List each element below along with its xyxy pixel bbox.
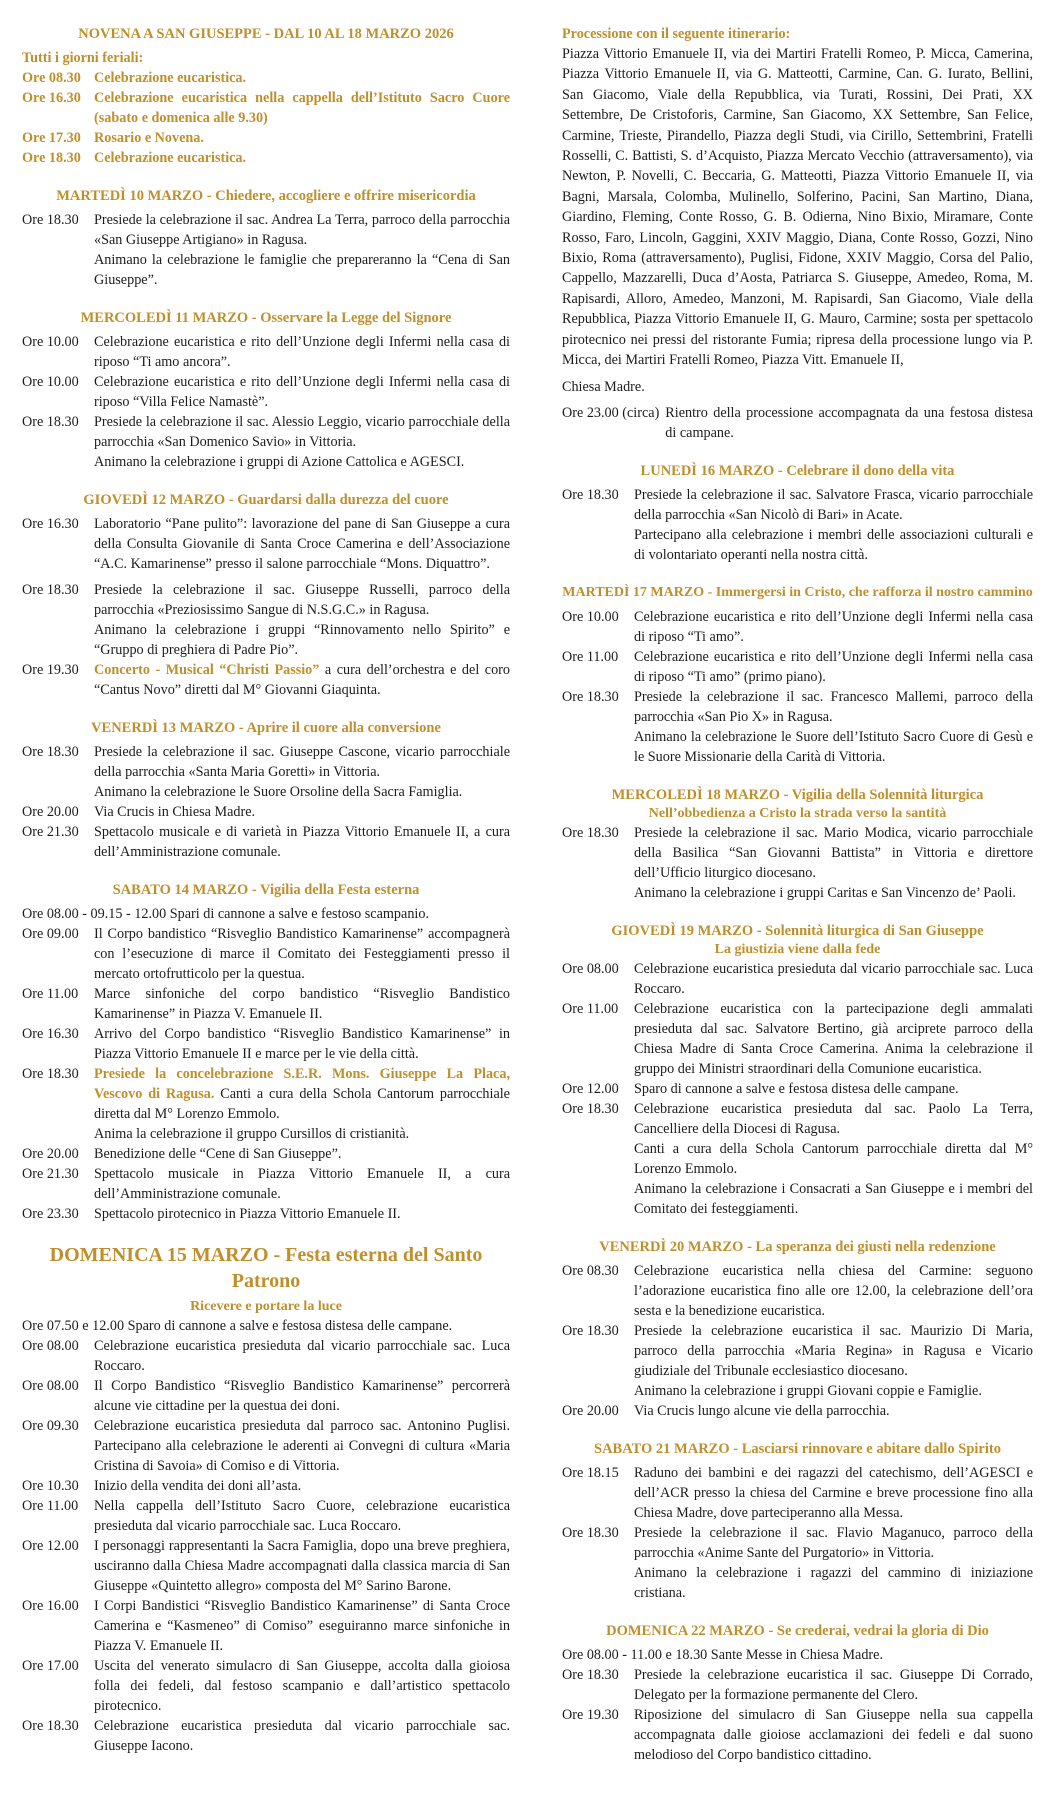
item-extra: Animano la celebrazione le Suore Orsoline della Sacra Famiglia. (94, 784, 463, 800)
schedule-item (562, 999, 1033, 1079)
item-time: Ore 18.30 (22, 150, 81, 166)
schedule-item (22, 1024, 510, 1064)
item-text: Celebrazione eucaristica e rito dell’Unzione degli Infermi nella casa di riposo “Ti amo ancora”. (94, 334, 510, 370)
item-time: Ore 21.30 (22, 824, 79, 840)
item-time: Ore 09.30 (22, 1418, 79, 1434)
item-text: Canti a cura della Schola Cantorum parrocchiale diretta dal M° Lorenzo Emmolo. (94, 1086, 510, 1122)
schedule-item (22, 1204, 510, 1224)
item-extra: Animano la celebrazione i Consacrati a San Giuseppe e i membri del Comitato dei festeggiamenti. (634, 1180, 1033, 1217)
item-text: Presiede la celebrazione il sac. Andrea La Terra, parroco della parrocchia «San Giuseppe Artigiano» in Ragusa. (94, 212, 510, 248)
item-time: Ore 10.00 (562, 608, 619, 625)
item-extra: Animano la celebrazione le Suore dell’Istituto Sacro Cuore di Gesù e le Suore Missionarie della Carità di Vittoria. (634, 728, 1033, 765)
item-time: Ore 18.30 (22, 1718, 79, 1734)
item-time: Ore 20.00 (22, 1146, 79, 1162)
item-time: Ore 18.30 (562, 1100, 619, 1117)
day-subtitle: Ricevere e portare la luce (190, 1299, 342, 1314)
day-title: VENERDÌ 13 MARZO - Aprire il cuore alla conversione (91, 720, 441, 736)
schedule-item (22, 580, 510, 660)
item-time: Ore 11.00 (562, 1000, 619, 1017)
item-extra: Anima la celebrazione il gruppo Cursillos di cristianità. (94, 1126, 410, 1142)
schedule-item (22, 1416, 510, 1476)
item-text: Spettacolo musicale e di varietà in Piazza Vittorio Emanuele II, a cura dell’Amministrazione comunale. (94, 824, 510, 860)
day-section-17 (562, 583, 1033, 767)
day-section-14 (22, 880, 510, 1224)
day-title: GIOVEDÌ 19 MARZO - Solennità liturgica di San Giuseppe (611, 922, 984, 939)
item-time: Ore 10.30 (22, 1478, 79, 1494)
procession-route: Piazza Vittorio Emanuele II, via dei Martiri Fratelli Romeo, P. Micca, Camerina, Piazza Vittorio Emanuele II, via G. Matteotti, Carmine, Can. G. Iurato, Bellini, San Giacomo, Viale della Repubblica, via Turati, Rossini, Dei Prati, XX Settembre, De Cristoforis, Carmine, San Giacomo, XX Settembre, San Felice, Carmine, Trieste, Pirandello, Piazza degli Studi, via Cirillo, Settembrini, Fratelli Rosselli, C. Battisti, S. d’Acquisto, Piazza Mercato Vecchio (attraversamento), via Newton, P. Novelli, C. Beccaria, G. Matteotti, Piazza Vittorio Emanuele II, via Bagni, Marsala, Colomba, Mulinello, Solferino, Pacini, San Martino, Diana, Giardino, Fleming, Conte Rosso, G. B. Odierna, Nino Bixio, Miramare, Conte Rosso, Faro, Lincoln, Gaggini, XXIV Maggio, Diana, Conte Rosso, Gozzi, Nino Bixio, Roma (attraversamento), Puglisi, Fidone, XXIV Maggio, Corsa del Palio, Cappello, Mazzarelli, Duca d’Aosta, Patriarca S. Giuseppe, Amedeo, Roma, M. Rapisardi, Alloro, Amedeo, Manzoni, M. Rapisardi, San Giacomo, Viale della Repubblica, Piazza Vittorio Emanuele II, G. Mauro, Carmine; sosta per spettacolo pirotecnico nei pressi del ristorante Fumia; ripresa della processione lungo via P. Micca, dei Martiri Fratelli Romeo, Piazza Vitt. Emanuele II, (562, 46, 1033, 369)
item-time: Ore 11.00 (562, 648, 619, 665)
item-time: Ore 08.00 (22, 1378, 79, 1394)
item-time: Ore 11.00 (22, 986, 79, 1002)
item-time: Ore 10.00 (22, 374, 79, 390)
item-time: Ore 08.00 (22, 1338, 79, 1354)
schedule-item (22, 1496, 510, 1536)
item-body (634, 823, 1033, 903)
schedule-line: Ore 07.50 e 12.00 Sparo di cannone a salve e festosa distesa delle campane. (22, 1318, 453, 1334)
day-section-12 (22, 490, 510, 700)
day-title: MARTEDÌ 10 MARZO - Chiedere, accogliere e offrire misericordia (56, 188, 476, 204)
schedule-item (562, 485, 1033, 565)
item-time: Ore 08.30 (22, 70, 81, 86)
day-title: GIOVEDÌ 12 MARZO - Guardarsi dalla durezza del cuore (83, 492, 449, 508)
item-body (94, 210, 510, 290)
schedule-item (22, 1376, 510, 1416)
item-time: Ore 20.00 (562, 1402, 619, 1419)
item-text: Presiede la celebrazione il sac. Flavio Maganuco, parroco della parrocchia «Anime Sante del Purgatorio» in Vittoria. (634, 1524, 1033, 1561)
schedule-item (22, 1164, 510, 1204)
item-text: Presiede la celebrazione il sac. Giuseppe Cascone, vicario parrocchiale della parrocchia «Santa Maria Goretti» in Vittoria. (94, 744, 510, 780)
schedule-item (562, 1261, 1033, 1321)
item-text: Sparo di cannone a salve e festosa distesa delle campane. (634, 1080, 959, 1097)
schedule-item (22, 1716, 510, 1756)
day-title: MARTEDÌ 17 MARZO - Immergersi in Cristo, che rafforza il nostro cammino (562, 584, 1033, 600)
item-body (634, 485, 1033, 565)
item-text: I personaggi rappresentanti la Sacra Famiglia, dopo una breve preghiera, usciranno dalla Chiesa Madre accompagnati dalla classica marcia di San Giuseppe «Quintetto allegro» composta del M° Sarino Barone. (94, 1538, 510, 1594)
item-time: Ore 19.30 (562, 1706, 619, 1723)
day-title: DOMENICA 15 MARZO - Festa esterna del Santo Patrono (49, 1244, 483, 1292)
item-text: Via Crucis in Chiesa Madre. (94, 804, 256, 820)
item-highlight: Concerto - Musical “Christi Passio” (94, 662, 320, 678)
schedule-item (22, 984, 510, 1024)
schedule-item (562, 1079, 1033, 1099)
schedule-item (562, 1463, 1033, 1523)
item-time: Ore 16.30 (22, 1026, 79, 1042)
item-text: Celebrazione eucaristica presieduta dal vicario parrocchiale sac. Luca Roccaro. (634, 960, 1033, 997)
item-text: Spettacolo musicale in Piazza Vittorio Emanuele II, a cura dell’Amministrazione comunale. (94, 1166, 510, 1202)
right-column (524, 0, 1047, 1765)
item-time: Ore 20.00 (22, 804, 79, 820)
item-text: Il Corpo bandistico “Risveglio Bandistico Kamarinense” accompagnerà con l’esecuzione di marce il Comitato dei Festeggiamenti presso il mercato ortofrutticolo per la questua. (94, 926, 510, 982)
item-text: Celebrazione eucaristica con la partecipazione degli ammalati presieduta dal sac. Salvatore Bertino, già arciprete parroco della Chiesa Madre di Santa Croce Camerina. Anima la celebrazione il gruppo dei Ministri straordinari della Comunione eucaristica. (634, 1000, 1033, 1077)
left-column (0, 0, 524, 1756)
day-title: VENERDÌ 20 MARZO - La speranza dei giusti nella redenzione (599, 1238, 996, 1255)
item-body (94, 660, 510, 700)
schedule-item (22, 1656, 510, 1716)
item-extra: Animano la celebrazione i gruppi “Rinnovamento nello Spirito” e “Gruppo di preghiera di Padre Pio”. (94, 622, 510, 658)
item-text: Raduno dei bambini e dei ragazzi del catechismo, dell’AGESCI e dell’ACR presso la chiesa del Carmine e breve processione fino alla Chiesa Madre, dove parteciperanno alla Messa. (634, 1464, 1033, 1521)
day-title: MERCOLEDÌ 11 MARZO - Osservare la Legge del Signore (80, 310, 452, 326)
item-time: Ore 10.00 (22, 334, 79, 350)
item-time: Ore 18.30 (22, 1066, 79, 1082)
item-time: Ore 18.30 (562, 1322, 619, 1339)
schedule-item (22, 148, 510, 168)
schedule-item (22, 742, 510, 802)
item-time: Ore 18.30 (22, 212, 79, 228)
item-text: Celebrazione eucaristica nella chiesa del Carmine: seguono l’adorazione eucaristica fino alle ore 12.00, la celebrazione dell’ora sesta e la benedizione eucaristica. (634, 1262, 1033, 1319)
schedule-item (22, 822, 510, 862)
day-section-22 (562, 1621, 1033, 1765)
item-extra: Animano la celebrazione i gruppi di Azione Cattolica e AGESCI. (94, 454, 465, 470)
schedule-item (22, 128, 510, 148)
item-text: I Corpi Bandistici “Risveglio Bandistico Kamarinense” di Santa Croce Camerina e “Kasmeneo” di Comiso” eseguiranno marce sinfoniche in Piazza V. Emanuele II. (94, 1598, 510, 1654)
schedule-item (22, 924, 510, 984)
item-text: Riposizione del simulacro di San Giuseppe nella sua cappella accompagnata dalle gioiose acclamazioni dei fedeli e dal suono melodioso del Corpo bandistico cittadino. (634, 1706, 1033, 1763)
item-time: Ore 12.00 (562, 1080, 619, 1097)
schedule-item (562, 1401, 1033, 1421)
schedule-item (562, 1321, 1033, 1401)
item-text: Uscita del venerato simulacro di San Giuseppe, accolta dalla gioiosa folla dei fedeli, dal festoso scampanio e dall’artistico spettacolo pirotecnico. (94, 1658, 510, 1714)
item-text: Celebrazione eucaristica e rito dell’Unzione degli Infermi nella casa di riposo “Ti amo” (primo piano). (634, 648, 1033, 685)
day-title: DOMENICA 22 MARZO - Se crederai, vedrai la gloria di Dio (606, 1622, 989, 1639)
day-section-20 (562, 1237, 1033, 1421)
schedule-item (562, 1705, 1033, 1765)
schedule-item (22, 802, 510, 822)
item-text: Rosario e Novena. (94, 130, 204, 146)
novena-section (22, 24, 510, 168)
schedule-item (22, 68, 510, 88)
item-text: Arrivo del Corpo bandistico “Risveglio Bandistico Kamarinense” in Piazza Vittorio Emanuele II e marce per le vie della città. (94, 1026, 510, 1062)
item-text: Celebrazione eucaristica presieduta dal vicario parrocchiale sac. Luca Roccaro. (94, 1338, 510, 1374)
item-text: Presiede la celebrazione il sac. Salvatore Frasca, vicario parrocchiale della parrocchia «San Nicolò di Bari» in Acate. (634, 486, 1033, 523)
item-time: Ore 19.30 (22, 662, 79, 678)
item-time: Ore 08.30 (562, 1262, 619, 1279)
day-section-19 (562, 921, 1033, 1219)
item-time: Ore 09.00 (22, 926, 79, 942)
item-time: Ore 18.30 (22, 414, 79, 430)
item-highlight: Presiede la concelebrazione S.E.R. Mons. Giuseppe La Placa, Vescovo di Ragusa. (94, 1066, 510, 1102)
item-text: Presiede la celebrazione il sac. Francesco Mallemi, parroco della parrocchia «San Pio X» in Ragusa. (634, 688, 1033, 725)
schedule-item (562, 647, 1033, 687)
schedule-item (22, 210, 510, 290)
procession-section (562, 24, 1033, 443)
item-text: Celebrazione eucaristica. (94, 150, 247, 166)
procession-end: Chiesa Madre. (562, 378, 645, 395)
novena-subtitle: Tutti i giorni feriali: (22, 50, 144, 66)
day-title: LUNEDÌ 16 MARZO - Celebrare il dono della vita (640, 462, 955, 479)
schedule-item (562, 959, 1033, 999)
item-text: Via Crucis lungo alcune vie della parrocchia. (634, 1402, 890, 1419)
item-extra: Canti a cura della Schola Cantorum parrocchiale diretta dal M° Lorenzo Emmolo. (634, 1140, 1033, 1177)
schedule-line: Ore 08.00 - 11.00 e 18.30 Sante Messe in Chiesa Madre. (562, 1646, 883, 1663)
day-section-13 (22, 718, 510, 862)
item-time: Ore 18.30 (562, 486, 619, 503)
item-time: Ore 17.30 (22, 130, 81, 146)
day-section-10 (22, 186, 510, 290)
item-body (634, 1321, 1033, 1401)
item-extra: Animano la celebrazione i ragazzi del cammino di iniziazione cristiana. (634, 1564, 1033, 1601)
schedule-item (562, 1523, 1033, 1603)
schedule-item (22, 412, 510, 472)
item-text: a cura dell’orchestra e del coro “Cantus Novo” diretti dal M° Giovanni Giaquinta. (94, 662, 510, 698)
item-extra: Partecipano alla celebrazione i membri delle associazioni culturali e di volontariato operanti nella nostra città. (634, 526, 1033, 563)
day-subtitle: La giustizia viene dalla fede (714, 941, 881, 957)
item-extra: Animano la celebrazione le famiglie che prepareranno la “Cena di San Giuseppe”. (94, 252, 510, 288)
item-body (634, 1099, 1033, 1219)
item-text: Rientro della processione accompagnata da una festosa distesa di campane. (665, 404, 1033, 441)
item-body (634, 1523, 1033, 1603)
item-text: Benedizione delle “Cene di San Giuseppe”. (94, 1146, 342, 1162)
item-text: Celebrazione eucaristica. (94, 70, 247, 86)
day-section-21 (562, 1439, 1033, 1603)
item-time: Ore 16.30 (22, 90, 81, 106)
schedule-item (22, 1144, 510, 1164)
item-text: Celebrazione eucaristica presieduta dal vicario parrocchiale sac. Giuseppe Iacono. (94, 1718, 510, 1754)
item-extra: Animano la celebrazione i gruppi Caritas e San Vincenzo de’ Paoli. (634, 884, 1016, 901)
item-extra: Animano la celebrazione i gruppi Giovani coppie e Famiglie. (634, 1382, 982, 1399)
schedule-item (22, 660, 510, 700)
item-time: Ore 23.30 (22, 1206, 79, 1222)
item-time: Ore 17.00 (22, 1658, 79, 1674)
schedule-item (22, 1536, 510, 1596)
day-section-11 (22, 308, 510, 472)
schedule-item (22, 514, 510, 574)
item-text: Presiede la celebrazione il sac. Alessio Leggio, vicario parrocchiale della parrocchia «San Domenico Savio» in Vittoria. (94, 414, 510, 450)
schedule-item (562, 823, 1033, 903)
item-text: Celebrazione eucaristica nella cappella dell’Istituto Sacro Cuore (sabato e domenica alle 9.30) (94, 90, 510, 126)
item-time: Ore 21.30 (22, 1166, 79, 1182)
item-text: Presiede la celebrazione il sac. Giuseppe Russelli, parroco della parrocchia «Preziosissimo Sangue di N.S.G.C.» in Ragusa. (94, 582, 510, 618)
item-time: Ore 23.00 (circa) (562, 404, 660, 421)
schedule-item (562, 1099, 1033, 1219)
item-text: Presiede la celebrazione il sac. Mario Modica, vicario parrocchiale della Basilica “San Giovanni Battista” in Vittoria e direttore dell’Ufficio liturgico diocesano. (634, 824, 1033, 881)
item-text: Nella cappella dell’Istituto Sacro Cuore, celebrazione eucaristica presieduta dal vicario parrocchiale sac. Luca Roccaro. (94, 1498, 510, 1534)
item-text: Celebrazione eucaristica presieduta dal sac. Paolo La Terra, Cancelliere della Diocesi di Ragusa. (634, 1100, 1033, 1137)
item-text: Presiede la celebrazione eucaristica il sac. Giuseppe Di Corrado, Delegato per la formazione permanente del Clero. (634, 1666, 1033, 1703)
schedule-item (562, 403, 1033, 443)
day-title: SABATO 14 MARZO - Vigilia della Festa esterna (112, 882, 420, 898)
procession-title: Processione con il seguente itinerario: (562, 26, 791, 42)
item-text: Inizio della vendita dei doni all’asta. (94, 1478, 302, 1494)
item-text: Presiede la celebrazione eucaristica il sac. Maurizio Di Maria, parroco della parrocchia «Maria Regina» in Ragusa e Vicario giudiziale del Tribunale ecclesiastico diocesano. (634, 1322, 1033, 1379)
item-body (94, 412, 510, 472)
day-subtitle: Nell’obbedienza a Cristo la strada verso la santità (648, 805, 947, 821)
item-time: Ore 18.30 (562, 1666, 619, 1683)
item-time: Ore 18.30 (562, 1524, 619, 1541)
item-time: Ore 12.00 (22, 1538, 79, 1554)
item-body (94, 1064, 510, 1144)
schedule-item (22, 1336, 510, 1376)
item-body (94, 580, 510, 660)
schedule-item (22, 1476, 510, 1496)
item-time: Ore 18.30 (22, 744, 79, 760)
item-text: Laboratorio “Pane pulito”: lavorazione del pane di San Giuseppe a cura della Consulta Giovanile di Santa Croce Camerina e dell’Associazione “A.C. Kamarinense” presso il salone parrocchiale “Mons. Diquattro”. (94, 516, 510, 572)
item-time: Ore 18.30 (562, 824, 619, 841)
day-section-18 (562, 785, 1033, 903)
item-time: Ore 11.00 (22, 1498, 79, 1514)
schedule-item (22, 1596, 510, 1656)
item-time: Ore 18.30 (22, 582, 79, 598)
item-time: Ore 16.00 (22, 1598, 79, 1614)
schedule-item (22, 1064, 510, 1144)
day-title: SABATO 21 MARZO - Lasciarsi rinnovare e abitare dallo Spirito (594, 1440, 1001, 1457)
day-section-16 (562, 461, 1033, 565)
item-text: Il Corpo Bandistico “Risveglio Bandistico Kamarinense” percorrerà alcune vie cittadine per la questua dei doni. (94, 1378, 510, 1414)
item-text: Celebrazione eucaristica e rito dell’Unzione degli Infermi nella casa di riposo “Villa Felice Namastè”. (94, 374, 510, 410)
day-section-15 (22, 1242, 510, 1756)
schedule-item (562, 607, 1033, 647)
day-title: MERCOLEDÌ 18 MARZO - Vigilia della Solennità liturgica (611, 786, 984, 803)
item-body (94, 742, 510, 802)
schedule-item (22, 332, 510, 372)
schedule-item (562, 1665, 1033, 1705)
item-text: Marce sinfoniche del corpo bandistico “Risveglio Bandistico Kamarinense” in Piazza V. Emanuele II. (94, 986, 510, 1022)
item-text: Celebrazione eucaristica e rito dell’Unzione degli Infermi nella casa di riposo “Ti amo”. (634, 608, 1033, 645)
item-text: Celebrazione eucaristica presieduta dal parroco sac. Antonino Puglisi. Partecipano alla celebrazione le aderenti ai Convegni di cultura «Maria Cristina di Savoia» di Comiso e di Vittoria. (94, 1418, 510, 1474)
item-text: Spettacolo pirotecnico in Piazza Vittorio Emanuele II. (94, 1206, 401, 1222)
item-time: Ore 18.15 (562, 1464, 619, 1481)
item-body (634, 687, 1033, 767)
schedule-item (22, 372, 510, 412)
novena-title: NOVENA A SAN GIUSEPPE - DAL 10 AL 18 MARZO 2026 (78, 26, 454, 42)
schedule-line: Ore 08.00 - 09.15 - 12.00 Spari di cannone a salve e festoso scampanio. (22, 906, 429, 922)
item-time: Ore 16.30 (22, 516, 79, 532)
schedule-item (562, 687, 1033, 767)
item-time: Ore 08.00 (562, 960, 619, 977)
item-time: Ore 18.30 (562, 688, 619, 705)
schedule-item (22, 88, 510, 128)
